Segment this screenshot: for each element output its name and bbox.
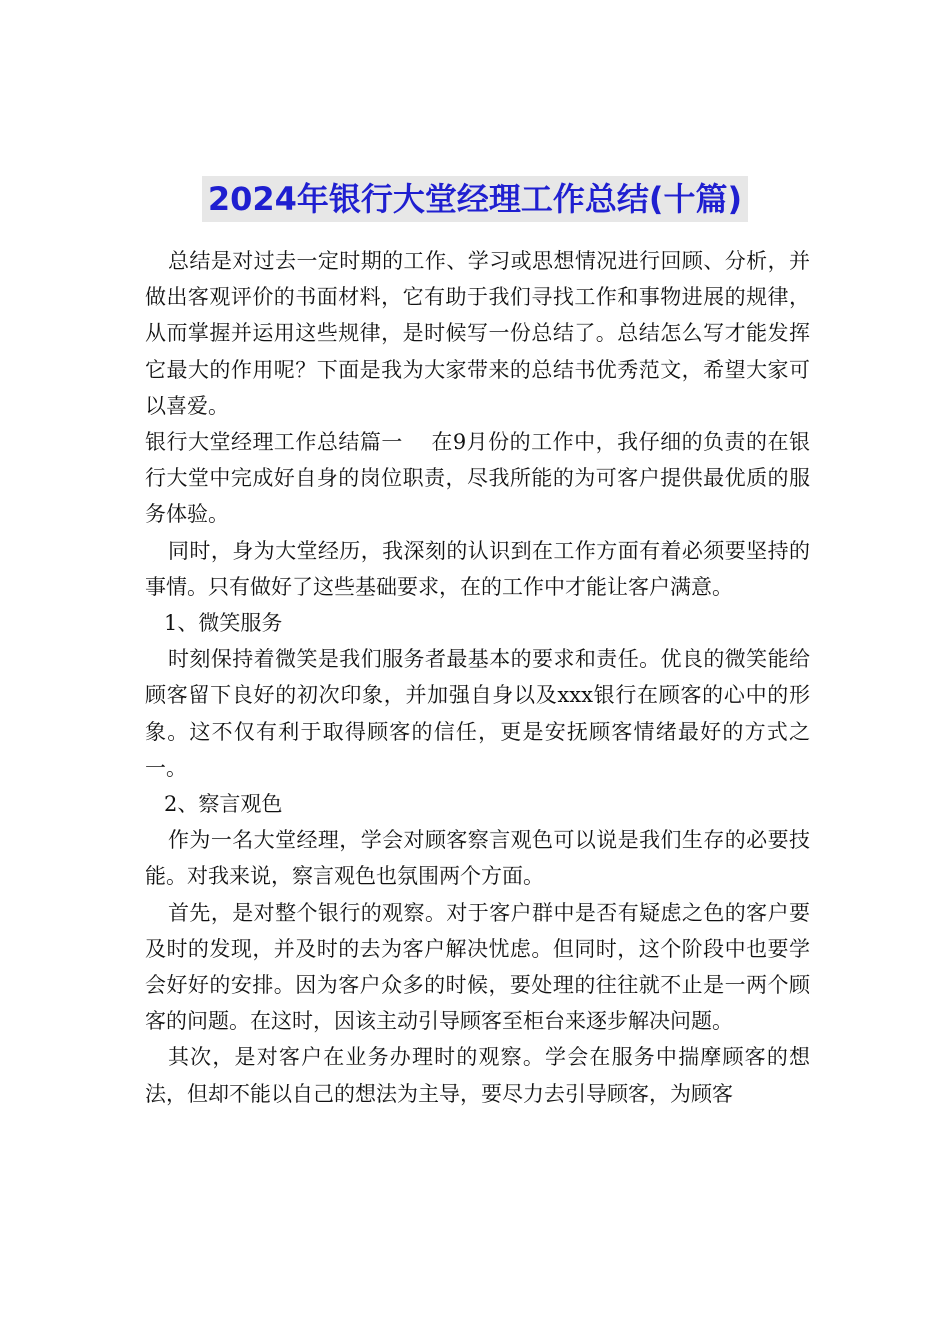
paragraph-2: 时刻保持着微笑是我们服务者最基本的要求和责任。优良的微笑能给顾客留下良好的初次印象，并加强自身以及xxx银行在顾客的心中的形象。这不仅有利于取得顾客的信任，更是安抚顾客情绪最好的方式之一。 <box>145 647 810 780</box>
section-lead-text: 在9月份的工作中，我仔细的负责的在银行大堂中完成好自身的岗位职责，尽我所能的为可客户提供最优质的服务体验。 <box>145 430 811 527</box>
intro-paragraph: 总结是对过去一定时期的工作、学习或思想情况进行回顾、分析，并做出客观评价的书面材料，它有助于我们寻找工作和事物进展的规律，从而掌握并运用这些规律，是时候写一份总结了。总结怎么写才能发挥它最大的作用呢？下面是我为大家带来的总结书优秀范文，希望大家可以喜爱。 <box>145 249 810 418</box>
title-block <box>0 176 950 222</box>
document-body <box>145 243 810 1112</box>
heading-1: 1、微笑服务 <box>164 611 283 636</box>
heading-2: 2、察言观色 <box>164 792 283 817</box>
section-title: 银行大堂经理工作总结篇一 <box>145 430 403 455</box>
document-title: 2024年银行大堂经理工作总结(十篇) <box>202 176 748 222</box>
paragraph-4: 首先，是对整个银行的观察。对于客户群中是否有疑虑之色的客户要及时的发现，并及时的去为客户解决忧虑。但同时，这个阶段中也要学会好好的安排。因为客户众多的时候，要处理的往往就不止是一两个顾客的问题。在这时，因该主动引导顾客至柜台来逐步解决问题。 <box>145 900 810 1034</box>
section-first-paragraph <box>145 424 810 533</box>
paragraph-5: 其次，是对客户在业务办理时的观察。学会在服务中揣摩顾客的想法，但却不能以自己的想法为主导，要尽力去引导顾客，为顾客 <box>145 1045 810 1106</box>
paragraph-3: 作为一名大堂经理，学会对顾客察言观色可以说是我们生存的必要技能。对我来说，察言观色也氛围两个方面。 <box>145 828 810 889</box>
paragraph-1: 同时，身为大堂经历，我深刻的认识到在工作方面有着必须要坚持的事情。只有做好了这些基础要求，在的工作中才能让客户满意。 <box>145 538 810 599</box>
